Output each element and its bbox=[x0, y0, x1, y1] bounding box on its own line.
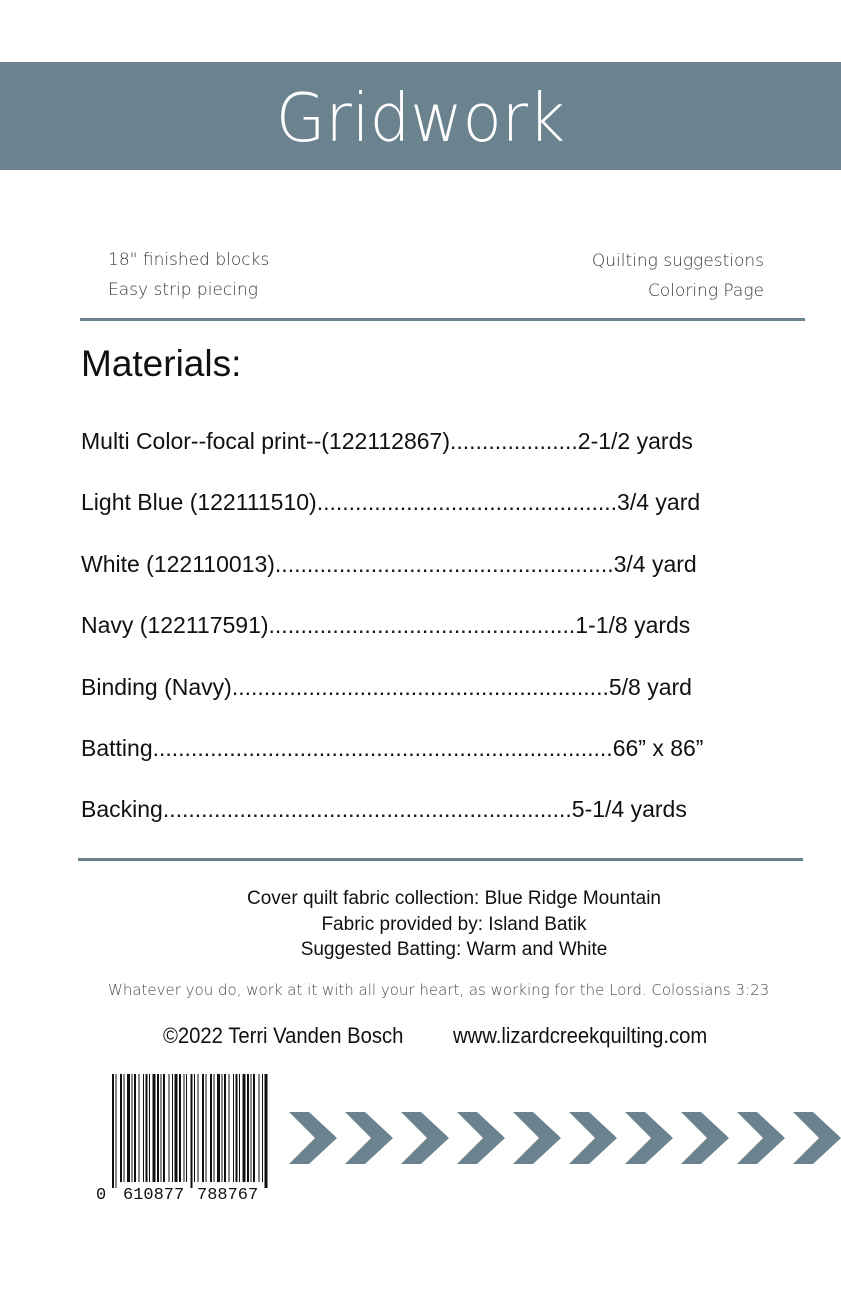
barcode-bar bbox=[146, 1074, 148, 1182]
barcode-bar bbox=[191, 1074, 193, 1188]
features-left bbox=[108, 245, 269, 305]
materials-list bbox=[81, 423, 781, 853]
barcode-bar bbox=[175, 1074, 178, 1182]
materials-heading: Materials: bbox=[81, 343, 242, 384]
barcode-digits-right: 788767 bbox=[197, 1186, 259, 1205]
credit-batting: Suggested Batting: Warm and White bbox=[300, 939, 608, 960]
barcode-bar bbox=[198, 1074, 199, 1182]
divider-top bbox=[80, 318, 805, 321]
material-item-light-blue: Light Blue (122111510)...............................................3/4 yard bbox=[81, 489, 701, 516]
barcode-bar bbox=[194, 1074, 195, 1182]
barcode-bar bbox=[134, 1074, 136, 1182]
material-item-multi-color: Multi Color--focal print--(122112867)....................2-1/2 yards bbox=[81, 428, 693, 454]
barcode-digits-left: 610877 bbox=[123, 1186, 185, 1205]
chevron-arrow-icon bbox=[401, 1112, 449, 1164]
barcode-bar bbox=[259, 1074, 260, 1182]
material-item-backing: Backing................................................................5-1/4 yards bbox=[81, 796, 687, 823]
barcode-bar bbox=[206, 1074, 207, 1182]
barcode-bar bbox=[214, 1074, 215, 1182]
chevron-arrow-icon bbox=[513, 1112, 561, 1164]
barcode-bar bbox=[163, 1074, 165, 1182]
barcode-bar bbox=[116, 1074, 117, 1188]
feature-coloring-page: Coloring Page bbox=[647, 281, 764, 301]
barcode-bar bbox=[236, 1074, 238, 1182]
barcode-bar bbox=[169, 1074, 170, 1182]
barcode-bar bbox=[253, 1074, 255, 1182]
copyright-notice: ©2022 Terri Vanden Bosch bbox=[163, 1023, 404, 1048]
material-item-white: White (122110013).....................................................3/4 yard bbox=[81, 550, 697, 577]
chevron-arrow-icon bbox=[681, 1112, 729, 1164]
barcode-bars bbox=[112, 1074, 272, 1188]
barcode-bar bbox=[161, 1074, 162, 1182]
barcode-bar bbox=[139, 1074, 140, 1182]
barcode-bar bbox=[251, 1074, 252, 1182]
material-item-binding: Binding (Navy)...........................................................5/8 yard bbox=[81, 673, 692, 700]
barcode-bar bbox=[124, 1074, 125, 1182]
material-item-navy: Navy (122117591)................................................1-1/8 yards bbox=[81, 612, 691, 639]
barcode-bar bbox=[233, 1074, 234, 1182]
barcode-bar bbox=[184, 1074, 185, 1182]
barcode-bar bbox=[239, 1074, 240, 1182]
website-url: www.lizardcreekquilting.com bbox=[453, 1023, 708, 1048]
chevron-arrow-icon bbox=[345, 1112, 393, 1164]
barcode-bar bbox=[179, 1074, 181, 1182]
chevron-arrow-icon bbox=[289, 1112, 337, 1164]
barcode-bar bbox=[217, 1074, 220, 1182]
material-item-batting: Batting........................................................................66” x 86” bbox=[81, 734, 704, 761]
barcode-bar bbox=[153, 1074, 156, 1182]
chevron-arrow-row bbox=[285, 1108, 841, 1168]
chevron-arrow-icon bbox=[625, 1112, 673, 1164]
barcode bbox=[96, 1072, 274, 1208]
barcode-bar bbox=[262, 1074, 263, 1182]
barcode-bar bbox=[112, 1074, 114, 1188]
chevron-arrow-icon bbox=[737, 1112, 785, 1164]
scripture-verse: Whatever you do, work at it with all your heart, as working for the Lord. Colossians 3:23 bbox=[108, 981, 770, 999]
credit-fabric-collection: Cover quilt fabric collection: Blue Ridge Mountain bbox=[247, 888, 661, 909]
barcode-bar bbox=[172, 1074, 173, 1182]
feature-finished-blocks: 18" finished blocks bbox=[108, 250, 270, 270]
credit-fabric-provider: Fabric provided by: Island Batik bbox=[321, 913, 587, 935]
feature-quilting-suggestions: Quilting suggestions bbox=[591, 251, 764, 271]
barcode-lead-digit: 0 bbox=[96, 1186, 107, 1205]
title-banner bbox=[0, 62, 841, 170]
barcode-bar bbox=[186, 1074, 187, 1182]
barcode-bar bbox=[222, 1074, 223, 1182]
chevron-arrow-icon bbox=[457, 1112, 505, 1164]
barcode-bar bbox=[265, 1074, 268, 1188]
barcode-bar bbox=[202, 1074, 204, 1182]
barcode-bar bbox=[224, 1074, 226, 1182]
barcode-bar bbox=[157, 1074, 159, 1182]
barcode-bar bbox=[149, 1074, 150, 1182]
barcode-bar bbox=[143, 1074, 144, 1182]
chevron-arrow-icon bbox=[793, 1112, 841, 1164]
barcode-bar bbox=[132, 1074, 133, 1182]
barcode-bar bbox=[243, 1074, 246, 1182]
barcode-bar bbox=[229, 1074, 230, 1182]
pattern-title: Gridwork bbox=[275, 80, 566, 158]
fabric-credits bbox=[0, 886, 841, 963]
features-right bbox=[592, 246, 764, 306]
divider-bottom bbox=[78, 858, 803, 861]
barcode-bar bbox=[247, 1074, 249, 1182]
chevron-arrow-icon bbox=[569, 1112, 617, 1164]
barcode-bar bbox=[127, 1074, 130, 1182]
barcode-bar bbox=[120, 1074, 122, 1182]
feature-strip-piecing: Easy strip piecing bbox=[108, 280, 258, 300]
barcode-bar bbox=[210, 1074, 212, 1182]
